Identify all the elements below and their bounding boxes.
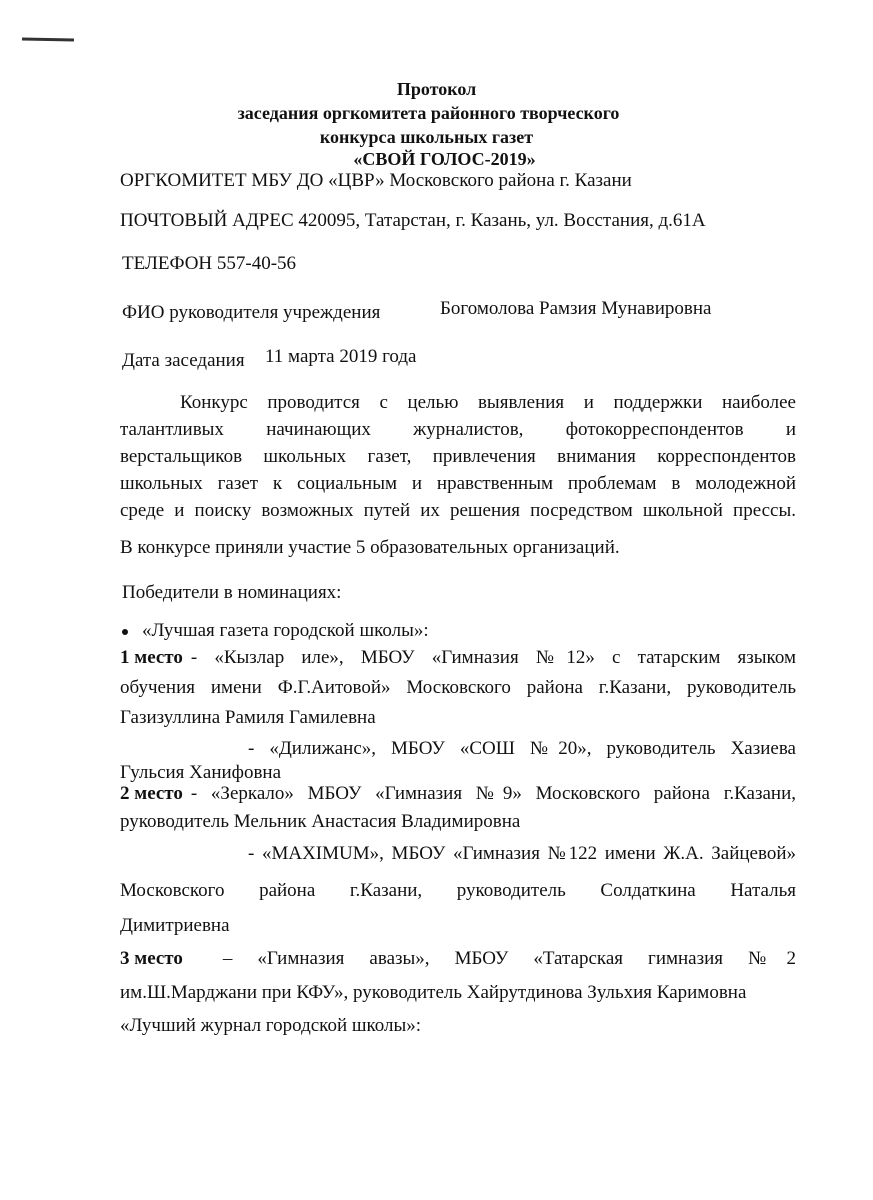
- intro-line: среде и поиску возможных путей их решения посредством школьной прессы.: [120, 500, 796, 521]
- nomination-heading: [122, 620, 429, 642]
- contest-name: «СВОЙ ГОЛОС-2019»: [353, 149, 536, 169]
- winners-heading: Победители в номинациях:: [122, 582, 342, 603]
- place-1-entry: [120, 647, 796, 669]
- intro-line: верстальщиков школьных газет, привлечения внимания корреспондентов: [120, 446, 796, 467]
- entry-line: Димитриевна: [120, 915, 230, 936]
- place-label: 2 место: [120, 783, 183, 804]
- intro-line: талантливых начинающих журналистов, фотокорреспондентов и: [120, 419, 796, 440]
- date-label: Дата заседания: [122, 350, 245, 371]
- head-value: Богомолова Рамзия Мунавировна: [440, 298, 712, 319]
- nomination-label: «Лучшая газета городской школы»:: [142, 620, 429, 641]
- place-label: 3 место: [120, 948, 183, 969]
- entry-text: – «Гимназия авазы», МБОУ «Татарская гимназия №2: [222, 948, 796, 969]
- entry-line: - «MAXIMUM», МБОУ «Гимназия №122 имени Ж.А. Зайцевой»: [248, 843, 796, 864]
- doc-title: Протокол: [396, 79, 477, 99]
- place-2-entry: [120, 783, 796, 805]
- entry-line: обучения имени Ф.Г.Аитовой» Московского района г.Казани, руководитель: [120, 677, 796, 698]
- doc-subtitle: заседания оргкомитета районного творческого: [237, 103, 620, 123]
- phone-line: ТЕЛЕФОН 557-40-56: [122, 253, 297, 274]
- entry-text: - «Зеркало» МБОУ «Гимназия №9» Московского района г.Казани,: [190, 783, 796, 804]
- scan-mark: [22, 38, 74, 42]
- date-value: 11 марта 2019 года: [265, 346, 417, 367]
- place-label: 1 место: [120, 647, 183, 668]
- head-label: ФИО руководителя учреждения: [122, 302, 381, 323]
- bullet-icon: [122, 629, 128, 635]
- entry-line: - «Дилижанс», МБОУ «СОШ №20», руководитель Хазиева: [248, 738, 796, 759]
- address-line: ПОЧТОВЫЙ АДРЕС 420095, Татарстан, г. Казань, ул. Восстания, д.61А: [120, 210, 706, 231]
- entry-line: им.Ш.Марджани при КФУ», руководитель Хайрутдинова Зульхия Каримовна: [120, 982, 747, 1003]
- org-line: ОРГКОМИТЕТ МБУ ДО «ЦВР» Московского района г. Казани: [120, 170, 632, 191]
- entry-line: Московского района г.Казани, руководитель Солдаткина Наталья: [120, 880, 796, 901]
- entry-line: руководитель Мельник Анастасия Владимировна: [120, 811, 521, 832]
- intro-line: В конкурсе приняли участие 5 образовательных организаций.: [120, 537, 620, 558]
- nomination-heading: «Лучший журнал городской школы»:: [120, 1015, 422, 1036]
- intro-line: школьных газет к социальным и нравственным проблемам в молодежной: [120, 473, 796, 494]
- entry-line: Гульсия Ханифовна: [120, 762, 282, 783]
- doc-subtitle: конкурса школьных газет: [319, 127, 534, 147]
- entry-text: - «Кызлар иле», МБОУ «Гимназия №12» с татарским языком: [190, 647, 796, 668]
- intro-line: Конкурс проводится с целью выявления и поддержки наиболее: [180, 392, 796, 413]
- place-3-entry: [120, 948, 796, 970]
- entry-line: Газизуллина Рамиля Гамилевна: [120, 707, 376, 728]
